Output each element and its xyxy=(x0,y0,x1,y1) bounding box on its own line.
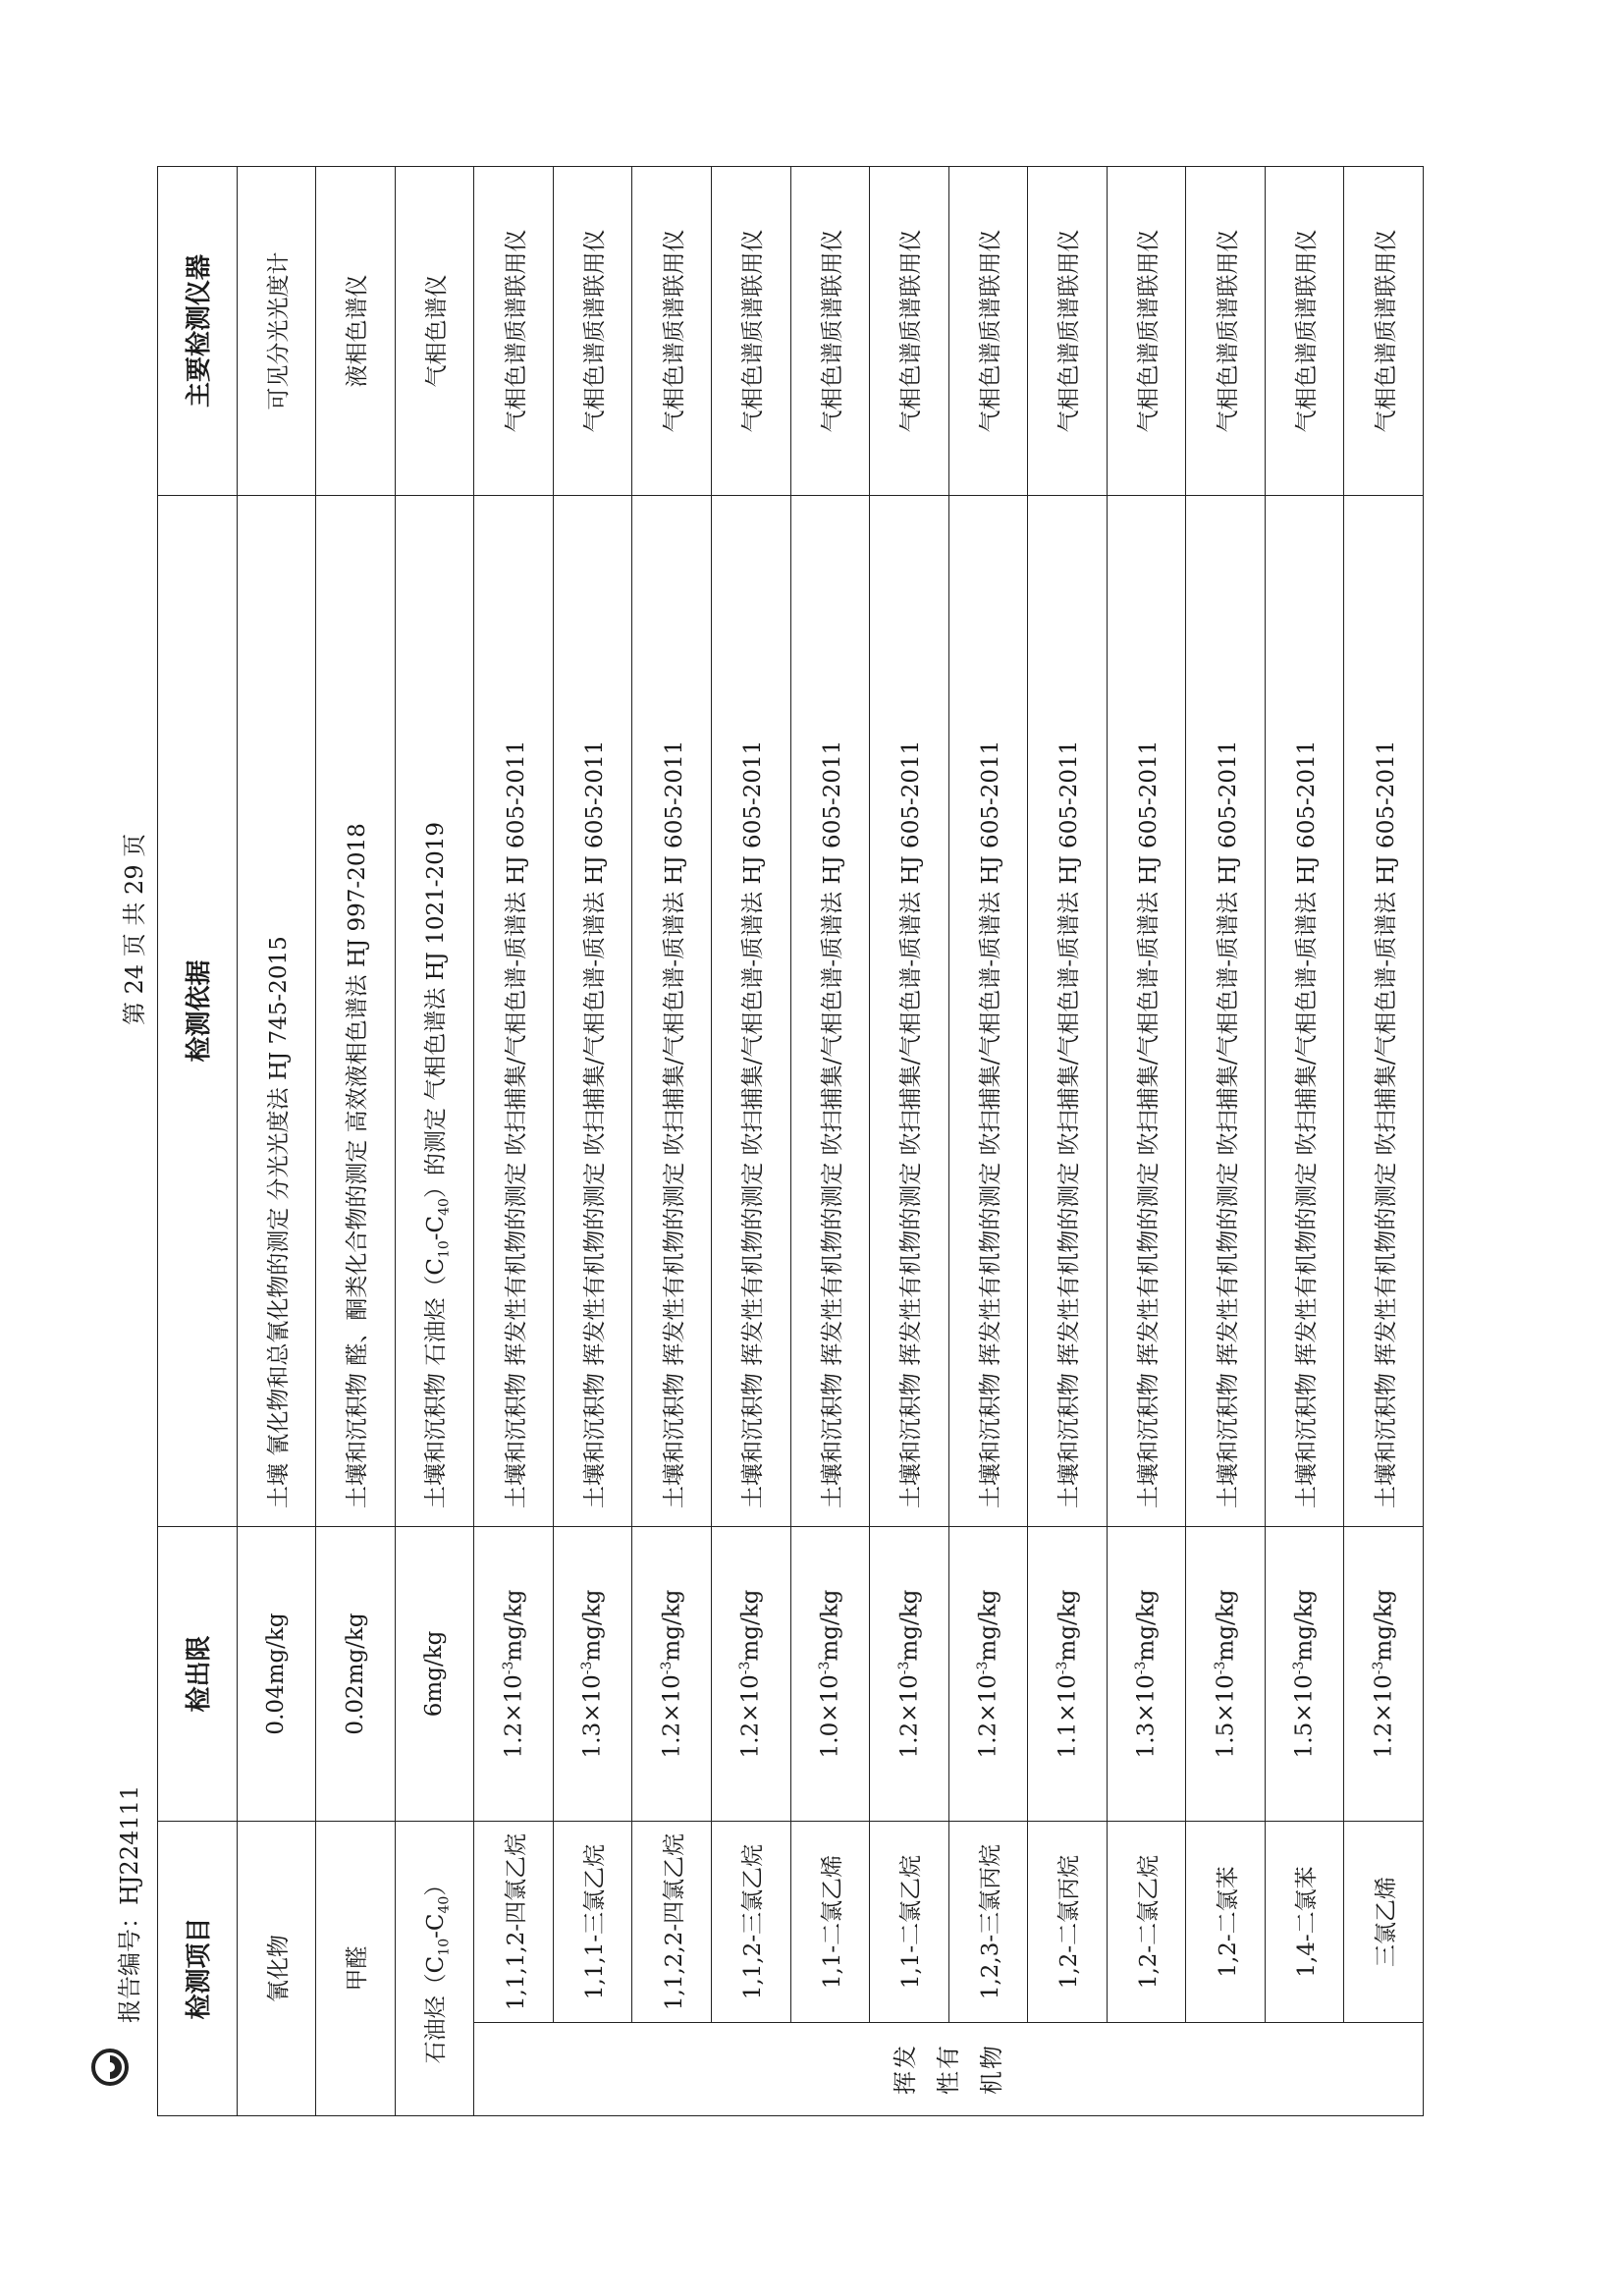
voc-basis-cell: 土壤和沉积物 挥发性有机物的测定 吹扫捕集/气相色谱-质谱法 HJ 605-2011 xyxy=(1186,495,1266,1526)
voc-limit-cell: $1.3\times 10^{-3}mg/kg$ xyxy=(1107,1526,1186,1821)
voc-item-cell: 1,1,2,2-四氯乙烷 xyxy=(632,1821,712,2022)
basis-cell: 土壤 氰化物和总氰化物的测定 分光光度法 HJ 745-2015 xyxy=(237,495,316,1526)
voc-basis-cell: 土壤和沉积物 挥发性有机物的测定 吹扫捕集/气相色谱-质谱法 HJ 605-2011 xyxy=(711,495,790,1526)
instrument-cell: 可见分光光度计 xyxy=(237,166,316,495)
voc-instrument-cell: 气相色谱质谱联用仪 xyxy=(948,166,1028,495)
table-row xyxy=(1344,166,1424,2115)
limit-cell: 0.02mg/kg xyxy=(316,1526,396,1821)
voc-item-cell: 1,2-二氯丙烷 xyxy=(1028,1821,1108,2022)
instrument-cell: 液相色谱仪 xyxy=(316,166,396,495)
basis-cell: 土壤和沉积物 醛、酮类化合物的测定 高效液相色谱法 HJ 997-2018 xyxy=(316,495,396,1526)
header-item: 检测项目 xyxy=(158,1821,238,2115)
voc-instrument-cell: 气相色谱质谱联用仪 xyxy=(474,166,554,495)
table-row xyxy=(632,166,712,2115)
voc-limit-cell: $1.2\times 10^{-3}mg/kg$ xyxy=(711,1526,790,1821)
table-row xyxy=(1107,166,1186,2115)
table-row xyxy=(1186,166,1266,2115)
voc-item-cell: 1,2,3-三氯丙烷 xyxy=(948,1821,1028,2022)
voc-limit-cell: $1.2\times 10^{-3}mg/kg$ xyxy=(474,1526,554,1821)
voc-limit-cell: $1.2\times 10^{-3}mg/kg$ xyxy=(632,1526,712,1821)
voc-basis-cell: 土壤和沉积物 挥发性有机物的测定 吹扫捕集/气相色谱-质谱法 HJ 605-2011 xyxy=(1107,495,1186,1526)
voc-basis-cell: 土壤和沉积物 挥发性有机物的测定 吹扫捕集/气相色谱-质谱法 HJ 605-2011 xyxy=(1028,495,1108,1526)
table-row xyxy=(553,166,632,2115)
item-cell: 氰化物 xyxy=(237,1821,316,2115)
voc-instrument-cell: 气相色谱质谱联用仪 xyxy=(1186,166,1266,495)
voc-basis-cell: 土壤和沉积物 挥发性有机物的测定 吹扫捕集/气相色谱-质谱法 HJ 605-2011 xyxy=(474,495,554,1526)
voc-limit-cell: $1.5\times 10^{-3}mg/kg$ xyxy=(1265,1526,1344,1821)
detection-table-wrapper xyxy=(157,167,1424,2116)
header-limit: 检出限 xyxy=(158,1526,238,1821)
voc-item-cell: 1,1,1,2-四氯乙烷 xyxy=(474,1821,554,2022)
voc-item-cell: 1,1-二氯乙烷 xyxy=(870,1821,949,2022)
voc-limit-cell: $1.1\times 10^{-3}mg/kg$ xyxy=(1028,1526,1108,1821)
voc-limit-cell: $1.2\times 10^{-3}mg/kg$ xyxy=(1344,1526,1424,1821)
item-cell: 石油烃$(C_{10}-C_{40})$ xyxy=(395,1821,474,2115)
table-row xyxy=(474,166,554,2115)
instrument-cell: 气相色谱仪 xyxy=(395,166,474,495)
voc-item-cell: 1,1-二氯乙烯 xyxy=(790,1821,870,2022)
table-row xyxy=(237,166,316,2115)
table-row xyxy=(316,166,396,2115)
voc-item-cell: 三氯乙烯 xyxy=(1344,1821,1424,2022)
table-row xyxy=(790,166,870,2115)
detection-methods-table xyxy=(157,166,1424,2116)
voc-instrument-cell: 气相色谱质谱联用仪 xyxy=(870,166,949,495)
item-cell: 甲醛 xyxy=(316,1821,396,2115)
voc-item-cell: 1,2-二氯乙烷 xyxy=(1107,1821,1186,2022)
voc-limit-cell: $1.2\times 10^{-3}mg/kg$ xyxy=(948,1526,1028,1821)
voc-limit-cell: $1.5\times 10^{-3}mg/kg$ xyxy=(1186,1526,1266,1821)
voc-basis-cell: 土壤和沉积物 挥发性有机物的测定 吹扫捕集/气相色谱-质谱法 HJ 605-2011 xyxy=(790,495,870,1526)
voc-instrument-cell: 气相色谱质谱联用仪 xyxy=(1265,166,1344,495)
voc-basis-cell: 土壤和沉积物 挥发性有机物的测定 吹扫捕集/气相色谱-质谱法 HJ 605-2011 xyxy=(553,495,632,1526)
voc-instrument-cell: 气相色谱质谱联用仪 xyxy=(1107,166,1186,495)
header-basis: 检测依据 xyxy=(158,495,238,1526)
table-row xyxy=(395,166,474,2115)
voc-instrument-cell: 气相色谱质谱联用仪 xyxy=(632,166,712,495)
voc-item-cell: 1,2-二氯苯 xyxy=(1186,1821,1266,2022)
voc-instrument-cell: 气相色谱质谱联用仪 xyxy=(711,166,790,495)
voc-basis-cell: 土壤和沉积物 挥发性有机物的测定 吹扫捕集/气相色谱-质谱法 HJ 605-2011 xyxy=(1344,495,1424,1526)
header-instrument: 主要检测仪器 xyxy=(158,166,238,495)
voc-item-cell: 1,1,2-三氯乙烷 xyxy=(711,1821,790,2022)
table-row xyxy=(948,166,1028,2115)
voc-limit-cell: $1.2\times 10^{-3}mg/kg$ xyxy=(870,1526,949,1821)
voc-limit-cell: $1.3\times 10^{-3}mg/kg$ xyxy=(553,1526,632,1821)
voc-instrument-cell: 气相色谱质谱联用仪 xyxy=(790,166,870,495)
voc-item-cell: 1,4-二氯苯 xyxy=(1265,1821,1344,2022)
voc-item-cell: 1,1,1-三氯乙烷 xyxy=(553,1821,632,2022)
table-row xyxy=(1028,166,1108,2115)
page-number: 第 24 页 共 29 页 xyxy=(121,833,148,1025)
voc-instrument-cell: 气相色谱质谱联用仪 xyxy=(553,166,632,495)
voc-basis-cell: 土壤和沉积物 挥发性有机物的测定 吹扫捕集/气相色谱-质谱法 HJ 605-2011 xyxy=(1265,495,1344,1526)
voc-basis-cell: 土壤和沉积物 挥发性有机物的测定 吹扫捕集/气相色谱-质谱法 HJ 605-2011 xyxy=(632,495,712,1526)
voc-basis-cell: 土壤和沉积物 挥发性有机物的测定 吹扫捕集/气相色谱-质谱法 HJ 605-2011 xyxy=(870,495,949,1526)
report-number: 报告编号：HJ224111 xyxy=(116,1784,143,2023)
voc-instrument-cell: 气相色谱质谱联用仪 xyxy=(1344,166,1424,495)
voc-basis-cell: 土壤和沉积物 挥发性有机物的测定 吹扫捕集/气相色谱-质谱法 HJ 605-2011 xyxy=(948,495,1028,1526)
table-header-row xyxy=(158,166,238,2115)
limit-cell: 6mg/kg xyxy=(395,1526,474,1821)
table-row xyxy=(870,166,949,2115)
voc-instrument-cell: 气相色谱质谱联用仪 xyxy=(1028,166,1108,495)
company-logo-icon xyxy=(90,2048,130,2087)
voc-limit-cell: $1.0\times 10^{-3}mg/kg$ xyxy=(790,1526,870,1821)
voc-group-label: 挥发性有机物 xyxy=(474,2023,1424,2116)
basis-cell: 土壤和沉积物 石油烃$(C_{10}-C_{40})$的测定 气相色谱法 HJ 1021-2019 xyxy=(395,495,474,1526)
table-row xyxy=(711,166,790,2115)
limit-cell: 0.04mg/kg xyxy=(237,1526,316,1821)
table-row xyxy=(1265,166,1344,2115)
